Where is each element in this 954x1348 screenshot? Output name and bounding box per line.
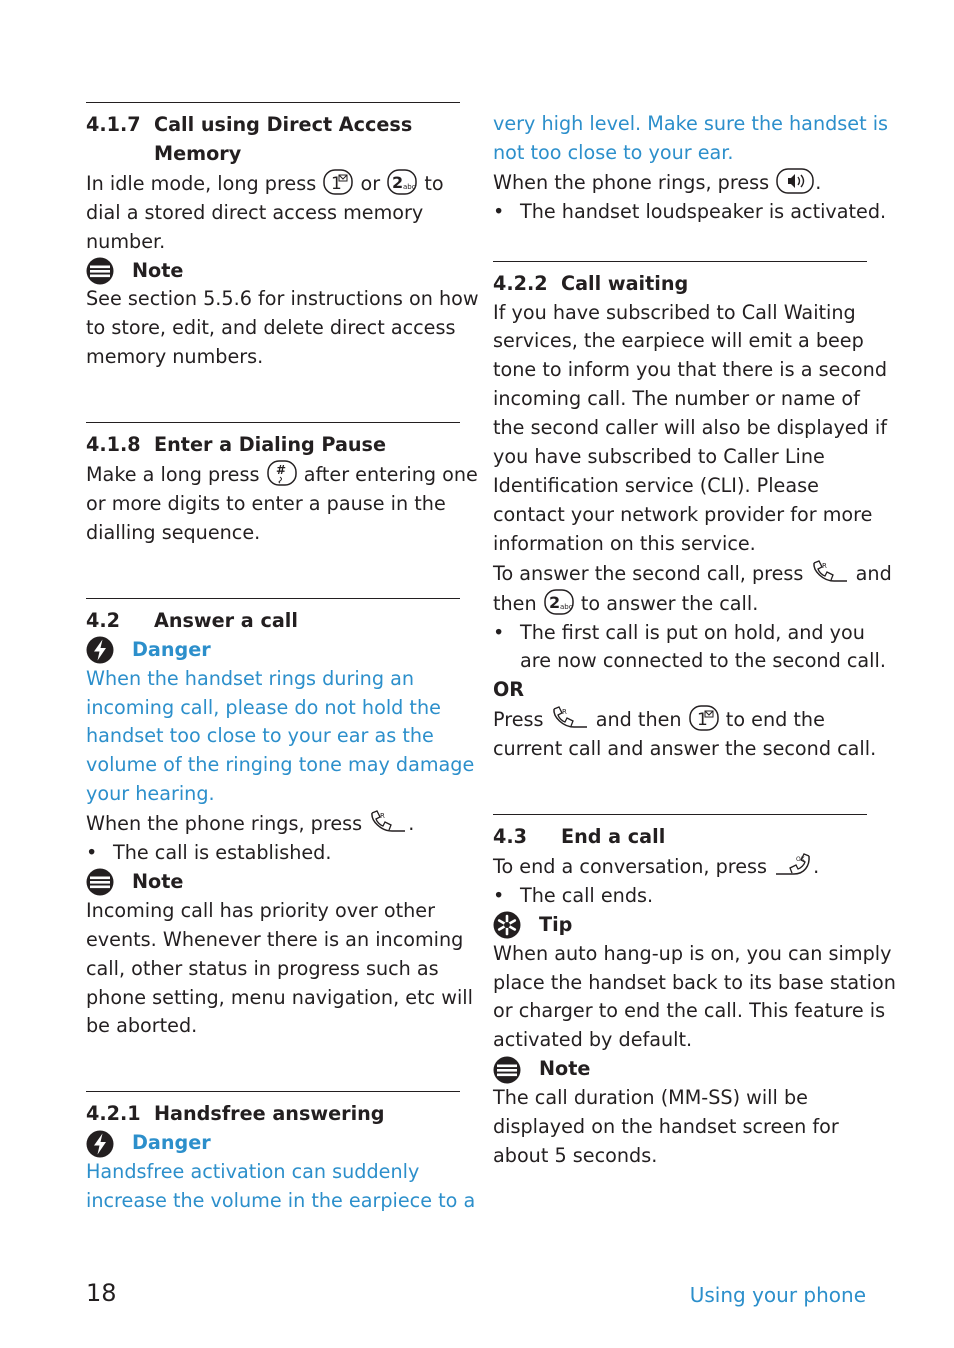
paragraph: services, the earpiece will emit a beep — [493, 329, 864, 353]
paragraph: tone to inform you that there is a second — [493, 358, 888, 382]
note-text: to store, edit, and delete direct access — [86, 316, 456, 340]
section-divider — [493, 261, 867, 262]
svg-text:R: R — [561, 708, 567, 717]
section-number: 4.2.1 — [86, 1102, 141, 1126]
section-divider — [86, 1091, 460, 1092]
section-heading — [86, 111, 460, 169]
section-4-3 — [493, 814, 896, 1171]
paragraph: To end a conversation, press OK . — [493, 852, 867, 882]
danger-heading: Danger — [86, 1129, 460, 1158]
paragraph: When the phone rings, press . — [493, 168, 867, 198]
paragraph: contact your network provider for more — [493, 502, 873, 526]
tip-icon — [493, 911, 521, 939]
danger-text: your hearing. — [86, 782, 215, 806]
danger-text: Handsfree activation can suddenly — [86, 1160, 420, 1184]
section-title-line2: Memory — [154, 141, 242, 165]
note-text: Incoming call has priority over other — [86, 898, 435, 922]
note-text: displayed on the handset screen for — [493, 1115, 839, 1139]
talk-key-icon — [811, 559, 849, 585]
left-column — [86, 102, 479, 1216]
right-column — [493, 102, 896, 1171]
section-heading — [493, 270, 867, 299]
paragraph: or more digits to enter a pause in the — [86, 491, 446, 515]
section-number: 4.1.7 — [86, 113, 141, 136]
note-text: be aborted. — [86, 1014, 198, 1038]
section-4-1-7 — [86, 102, 479, 372]
danger-icon — [86, 1130, 114, 1158]
section-number: 4.1.8 — [86, 433, 141, 457]
section-4-2-2 — [493, 261, 892, 764]
paragraph: information on this service. — [493, 531, 756, 555]
section-title — [154, 111, 412, 169]
section-heading — [86, 607, 460, 636]
note-text: about 5 seconds. — [493, 1144, 658, 1167]
danger-text: volume of the ringing tone may damage — [86, 753, 475, 777]
section-number: 4.3 — [493, 825, 527, 849]
note-icon — [86, 868, 114, 896]
key-hash-icon — [267, 460, 297, 486]
note-text: call, other status in progress such as — [86, 956, 439, 980]
svg-text:R: R — [380, 812, 386, 821]
paragraph: incoming call. The number or name of — [493, 387, 860, 411]
danger-icon — [86, 636, 114, 664]
paragraph: then 2 abc to answer the call. — [493, 589, 867, 619]
note-icon — [493, 1056, 521, 1084]
note-text: memory numbers. — [86, 345, 264, 369]
note-text: phone setting, menu navigation, etc will — [86, 985, 473, 1009]
end-key-icon — [774, 852, 812, 878]
talk-key-icon — [551, 705, 589, 731]
danger-heading: Danger — [86, 636, 460, 665]
section-divider — [86, 422, 460, 423]
paragraph: you have subscribed to Caller Line — [493, 445, 825, 469]
note-heading: Note — [86, 257, 460, 286]
danger-text: handset too close to your ear as the — [86, 724, 434, 748]
list-item: • The call ends. — [493, 883, 654, 907]
paragraph: Identification service (CLI). Please — [493, 473, 819, 497]
section-heading — [493, 823, 867, 852]
svg-text:2: 2 — [548, 592, 560, 612]
section-title-line1: Call using Direct Access — [154, 113, 413, 136]
section-divider — [493, 814, 867, 815]
note-text: events. Whenever there is an incoming — [86, 927, 464, 951]
talk-key-icon — [369, 809, 407, 835]
tip-heading: Tip — [493, 911, 867, 940]
section-heading — [86, 431, 460, 460]
key-1-voicemail-icon — [689, 705, 719, 731]
tip-text: or charger to end the call. This feature is — [493, 999, 886, 1023]
list-item: • The call is established. — [86, 841, 332, 865]
paragraph: Make a long press # after entering one — [86, 460, 460, 490]
paragraph: dial a stored direct access memory — [86, 200, 424, 224]
footer-chapter-label: Using your phone — [689, 1283, 866, 1307]
tip-text: place the handset back to its base station — [493, 970, 896, 994]
tip-text: activated by default. — [493, 1028, 693, 1052]
section-divider — [86, 598, 460, 599]
danger-text: not too close to your ear. — [493, 140, 734, 164]
svg-text:abc: abc — [403, 182, 416, 191]
svg-text:OK: OK — [796, 855, 805, 863]
section-4-2 — [86, 598, 475, 1042]
section-4-2-1-continued — [493, 110, 889, 227]
note-heading: Note — [493, 1055, 867, 1084]
paragraph: If you have subscribed to Call Waiting — [493, 300, 856, 324]
or-label: OR — [493, 678, 525, 702]
note-icon — [86, 257, 114, 285]
tip-text: When auto hang-up is on, you can simply — [493, 941, 892, 965]
paragraph: To answer the second call, press R and — [493, 559, 867, 589]
danger-text: increase the volume in the earpiece to a — [86, 1189, 476, 1213]
paragraph: number. — [86, 229, 166, 253]
note-text: The call duration (MM-SS) will be — [493, 1086, 808, 1110]
danger-text: very high level. Make sure the handset is — [493, 112, 889, 135]
section-title: End a call — [561, 825, 666, 849]
key-2-abc-icon — [387, 169, 417, 195]
key-1-voicemail-icon — [323, 169, 353, 195]
note-text: See section 5.5.6 for instructions on how — [86, 287, 479, 311]
section-divider — [86, 102, 460, 103]
svg-text:abc: abc — [559, 602, 573, 611]
danger-text: When the handset rings during an — [86, 666, 415, 690]
key-2-abc-icon — [544, 589, 574, 615]
paragraph: When the phone rings, press R . — [86, 809, 460, 839]
section-number: 4.2 — [86, 608, 120, 632]
section-number: 4.2.2 — [493, 271, 548, 295]
svg-text:1: 1 — [696, 710, 708, 731]
list-item: • The first call is put on hold, and you are now connected to the second call. — [493, 620, 886, 673]
section-4-1-8 — [86, 422, 478, 548]
paragraph: In idle mode, long press 1 or 2 abc to — [86, 169, 460, 199]
page-number: 18 — [86, 1279, 117, 1307]
svg-text:1: 1 — [331, 173, 343, 194]
list-item: • The handset loudspeaker is activated. — [493, 199, 887, 223]
section-title: Answer a call — [154, 608, 298, 632]
paragraph: dialling sequence. — [86, 520, 261, 544]
paragraph: Press R and then 1 to end the — [493, 705, 867, 735]
section-title: Handsfree answering — [154, 1102, 385, 1126]
paragraph: the second caller will also be displayed if — [493, 416, 887, 440]
svg-text:2: 2 — [392, 172, 404, 192]
section-title: Call waiting — [561, 271, 689, 295]
paragraph: current call and answer the second call. — [493, 737, 877, 761]
danger-text: incoming call, please do not hold the — [86, 695, 441, 719]
svg-text:#: # — [275, 463, 286, 478]
section-4-2-1 — [86, 1091, 476, 1216]
note-heading: Note — [86, 868, 460, 897]
section-title: Enter a Dialing Pause — [154, 433, 386, 457]
section-heading — [86, 1100, 460, 1129]
svg-text:R: R — [821, 561, 827, 570]
speaker-key-icon — [776, 168, 814, 194]
